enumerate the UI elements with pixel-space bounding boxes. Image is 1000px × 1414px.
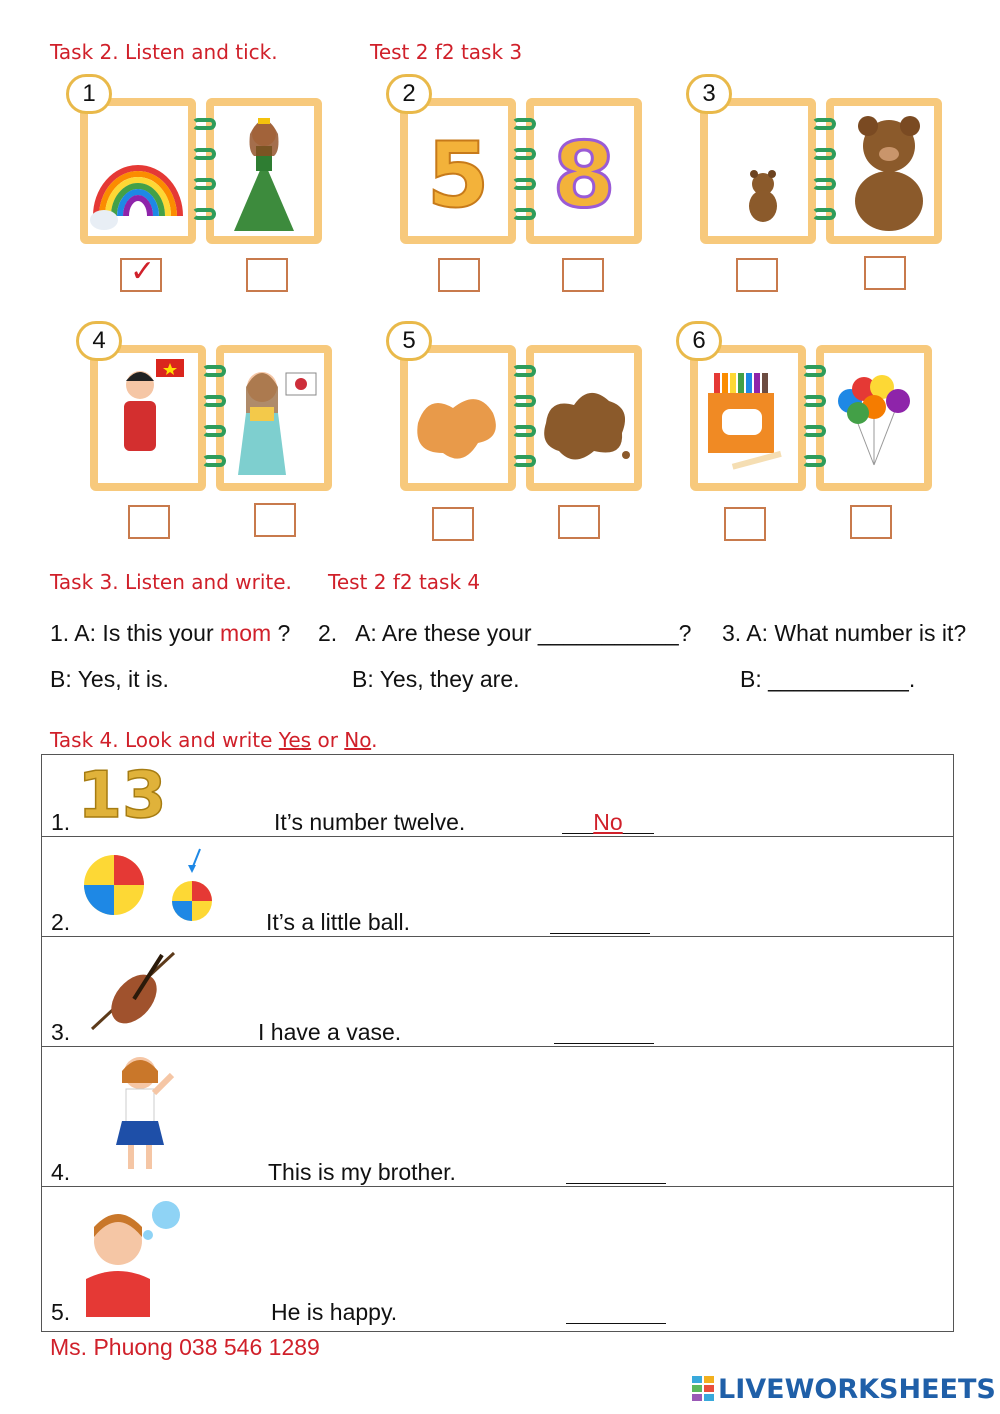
tick-box-6-right[interactable] <box>850 505 892 539</box>
answer-field[interactable] <box>550 909 650 934</box>
table-row <box>41 754 954 837</box>
question-1-a: 1. A: Is this your mom ? <box>50 620 291 646</box>
tick-mark-icon: ✓ <box>130 255 156 288</box>
item-number-3: 3 <box>686 74 732 114</box>
tick-box-5-left[interactable] <box>432 507 474 541</box>
row-number: 4. <box>51 1159 71 1185</box>
item-number-4: 4 <box>76 321 122 361</box>
answer-field[interactable] <box>554 1019 654 1044</box>
balloons-icon <box>824 353 924 483</box>
rainbow-picture <box>80 98 196 244</box>
tick-box-1-left[interactable] <box>120 255 162 292</box>
violin-icon <box>82 943 182 1039</box>
row-sentence: It’s a little ball. <box>266 909 411 935</box>
boy-with-flag-picture <box>90 345 206 491</box>
number-five-icon <box>408 106 508 236</box>
little-teddy-bear-icon <box>708 106 808 236</box>
picture-pair-1 <box>80 80 330 288</box>
table-row <box>41 1046 954 1187</box>
girl-with-flag-icon <box>224 353 324 483</box>
question-3-a: 3. A: What number is it? <box>722 620 967 646</box>
balloons-picture <box>816 345 932 491</box>
row-number: 5. <box>51 1299 71 1325</box>
row-number: 2. <box>51 909 71 935</box>
item-number-5: 5 <box>386 321 432 361</box>
svg-text:8: 8 <box>552 123 616 228</box>
tick-box-3-right[interactable] <box>864 256 906 290</box>
answer-1-b: B: Yes, it is. <box>50 666 169 692</box>
five-picture <box>400 98 516 244</box>
task2-heading: Task 2. Listen and tick. <box>50 40 278 64</box>
row-sentence: He is happy. <box>271 1299 398 1325</box>
number-eight-icon <box>534 106 634 236</box>
answer-2-b: B: Yes, they are. <box>352 666 520 692</box>
item-number-2: 2 <box>386 74 432 114</box>
brand-name: LIVEWORKSHEETS <box>718 1373 996 1405</box>
number-thirteen-icon <box>77 757 167 833</box>
tick-box-2-right[interactable] <box>562 258 604 292</box>
boy-with-flag-icon <box>98 353 198 483</box>
picture-pair-4 <box>90 327 340 540</box>
row-number: 3. <box>51 1019 71 1045</box>
crayons-picture <box>690 345 806 491</box>
task3-heading: Task 3. Listen and write. <box>50 570 292 594</box>
tick-box-4-right[interactable] <box>254 503 296 537</box>
teacher-contact: Ms. Phuong 038 546 1289 <box>50 1334 320 1360</box>
answer-3-b: B: ___________. <box>740 666 916 692</box>
row-number: 1. <box>51 809 71 835</box>
table-row <box>41 936 954 1047</box>
tick-box-6-left[interactable] <box>724 507 766 541</box>
tick-box-1-right[interactable] <box>246 258 288 292</box>
table-row <box>41 1186 954 1332</box>
tick-box-4-left[interactable] <box>128 505 170 539</box>
row-sentence: This is my brother. <box>268 1159 456 1185</box>
tick-box-3-left[interactable] <box>736 258 778 292</box>
liveworksheets-logo-icon <box>692 1376 716 1402</box>
brown-paint-splash-icon <box>534 353 634 483</box>
eight-picture <box>526 98 642 244</box>
picture-pair-5 <box>400 327 650 540</box>
item-number-1: 1 <box>66 74 112 114</box>
answer-field[interactable] <box>566 1299 666 1324</box>
task4-heading: Task 4. Look and write Yes or No. <box>50 728 378 752</box>
answer-field[interactable]: No <box>562 809 654 834</box>
svg-text:5: 5 <box>426 123 490 228</box>
orange-splash-picture <box>400 345 516 491</box>
crayons-icon <box>698 353 798 483</box>
row-sentence: I have a vase. <box>258 1019 402 1045</box>
task2-reference: Test 2 f2 task 3 <box>370 40 523 64</box>
boy-with-toothache-icon <box>78 1197 188 1317</box>
queen-icon <box>214 106 314 236</box>
svg-text:13: 13 <box>77 759 167 833</box>
item-number-6: 6 <box>676 321 722 361</box>
big-and-little-ball-icon <box>80 843 220 923</box>
big-bear-picture <box>826 98 942 244</box>
table-row <box>41 836 954 937</box>
little-bear-picture <box>700 98 816 244</box>
row-sentence: It’s number twelve. <box>274 809 466 835</box>
brown-splash-picture <box>526 345 642 491</box>
answer-mom: mom <box>220 620 272 646</box>
rainbow-icon <box>88 106 188 236</box>
girl-with-flag-picture <box>216 345 332 491</box>
picture-pair-3 <box>700 80 950 288</box>
tick-box-5-right[interactable] <box>558 505 600 539</box>
answer-field[interactable] <box>566 1159 666 1184</box>
girl-waving-icon <box>104 1049 184 1179</box>
queen-picture <box>206 98 322 244</box>
big-teddy-bear-icon <box>834 106 944 236</box>
picture-pair-6 <box>690 327 940 540</box>
orange-paint-splash-icon <box>408 353 508 483</box>
tick-box-2-left[interactable] <box>438 258 480 292</box>
picture-pair-2 <box>400 80 650 288</box>
question-2-a: 2. A: Are these your ___________? <box>318 620 692 646</box>
task3-reference: Test 2 f2 task 4 <box>328 570 481 594</box>
liveworksheets-logo <box>692 1374 996 1404</box>
